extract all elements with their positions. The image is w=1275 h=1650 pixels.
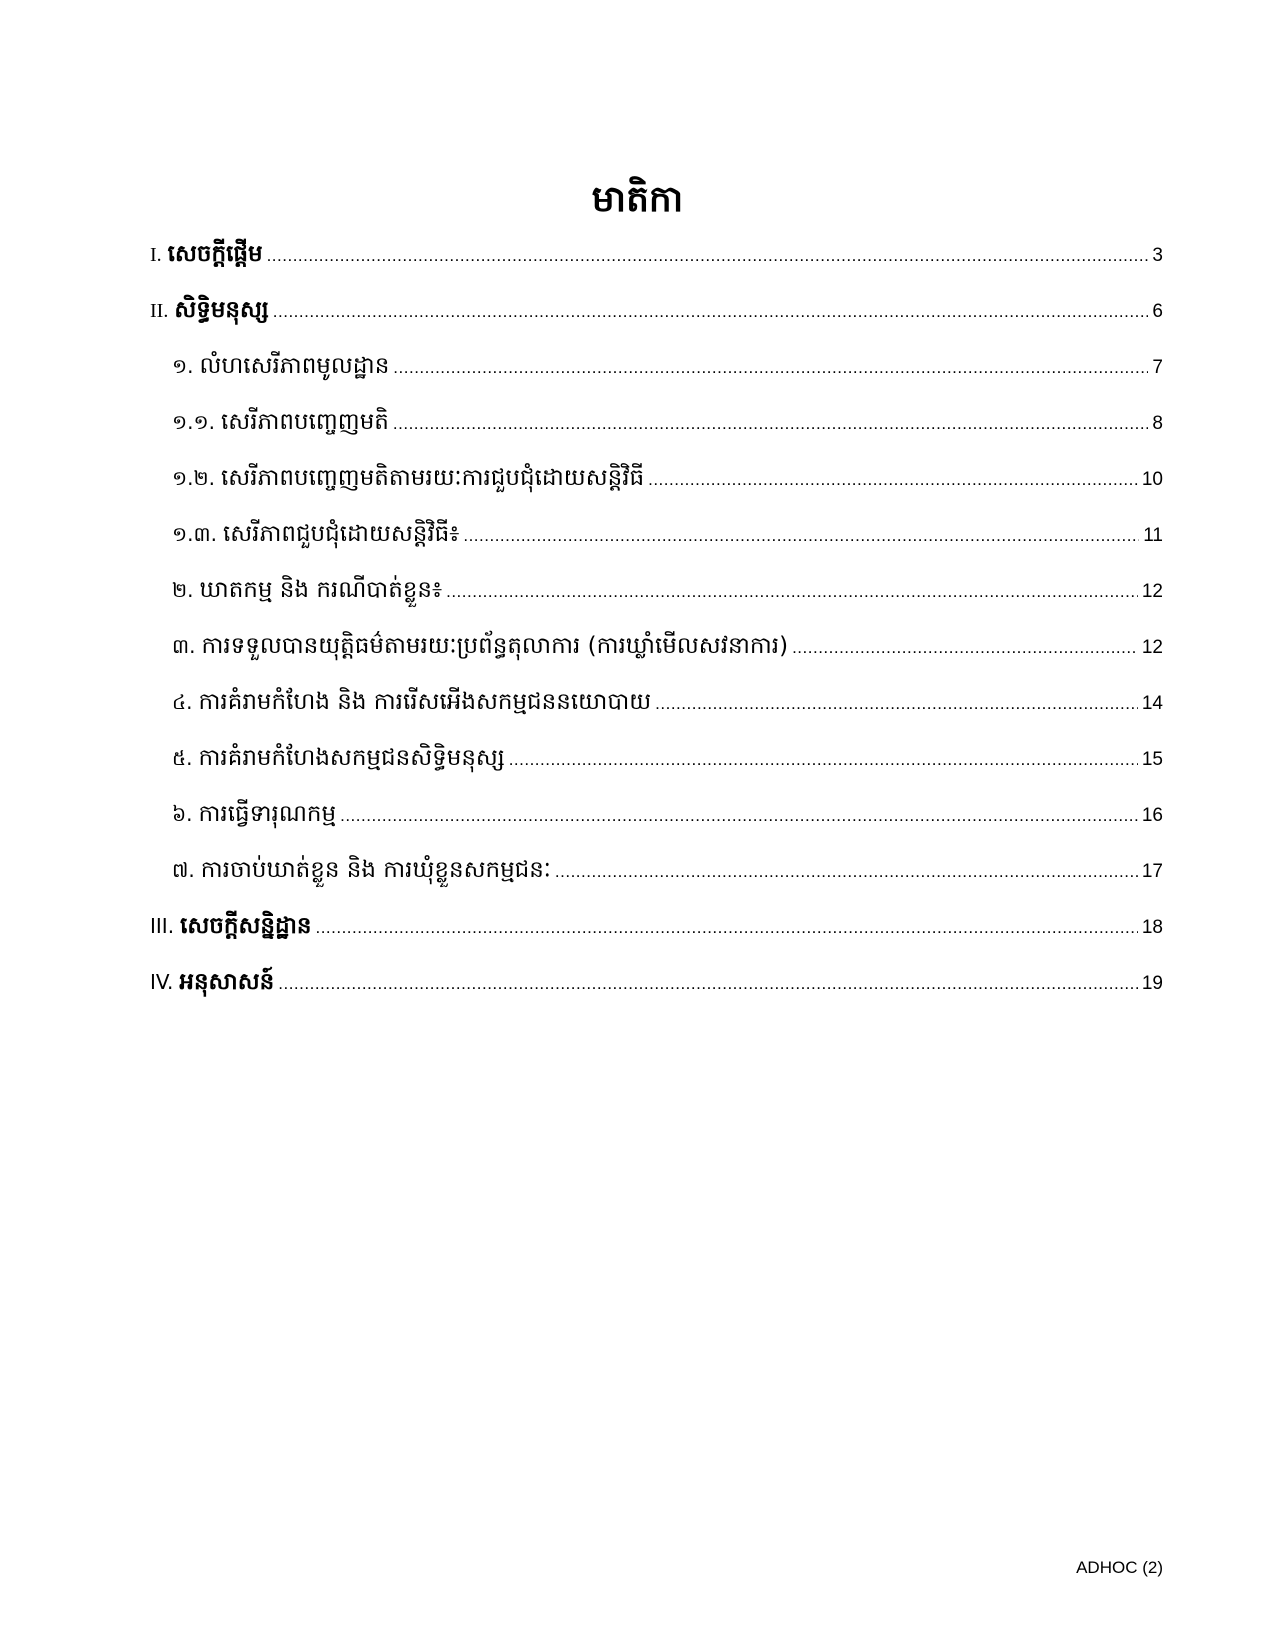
toc-entry-title: ការចាប់ឃាត់ខ្លួន និង ការឃុំខ្លួនសកម្មជនៈ: [200, 857, 551, 883]
toc-dot-leader: [792, 620, 1138, 676]
toc-entry-page: 12: [1141, 637, 1163, 658]
toc-dot-leader: [509, 732, 1138, 788]
toc-entry-title: សេរីភាពជួបជុំដោយសន្តិវិធី៖: [222, 521, 460, 547]
toc-dot-leader: [446, 564, 1138, 620]
toc-entry-number: ៤.: [172, 690, 193, 714]
toc-entry-number: III.: [150, 914, 175, 938]
toc-entry-page: 14: [1141, 693, 1163, 714]
toc-dot-leader: [393, 340, 1148, 396]
toc-entry-page: 3: [1152, 245, 1163, 266]
toc-entry-1[interactable]: [150, 226, 1163, 282]
toc-dot-leader: [555, 844, 1138, 900]
toc-dot-leader: [648, 452, 1138, 508]
toc-entry-title: លំហសេរីភាពមូលដ្ឋាន: [199, 353, 390, 379]
toc-entry-number: ១.១.: [172, 410, 215, 434]
toc-entry-title: ឃាតកម្ម និង ករណីបាត់ខ្លួន៖: [199, 577, 443, 603]
toc-entry-11[interactable]: [150, 786, 1163, 842]
toc-dot-leader: [267, 228, 1149, 284]
toc-dot-leader: [393, 396, 1149, 452]
toc-entry-14[interactable]: [150, 954, 1163, 1010]
toc-entry-title: ការធ្វើទារុណកម្ម: [198, 801, 337, 827]
toc-entry-title: សេរីភាពបញ្ចេញមតិ: [221, 409, 389, 435]
toc-entry-10[interactable]: [150, 730, 1163, 786]
toc-entry-title: អនុសាសន៍: [179, 969, 275, 995]
toc-entry-title: សេរីភាពបញ្ចេញមតិតាមរយៈការជួបជុំដោយសន្តិវិធី: [221, 465, 645, 491]
toc-entry-title: ការគំរាមកំហែង និង ការរើសអើងសកម្មជននយោបាយ: [198, 689, 652, 715]
toc-entry-title: ការគំរាមកំហែងសកម្មជនសិទ្ធិមនុស្ស: [198, 745, 505, 771]
toc-dot-leader: [655, 676, 1138, 732]
toc-entry-number: ១.២.: [172, 466, 215, 490]
toc-entry-2[interactable]: [150, 282, 1163, 338]
toc-entry-8[interactable]: [150, 618, 1163, 674]
toc-entry-number: ២.: [172, 578, 194, 602]
toc-entry-page: 17: [1141, 861, 1163, 882]
toc-entry-number: II.: [150, 300, 169, 322]
toc-dot-leader: [278, 956, 1138, 1012]
toc-entry-title: សិទ្ធិមនុស្ស: [174, 297, 269, 323]
toc-entry-title: ការទទួលបានយុត្តិធម៌តាមរយៈប្រព័ន្ធតុលាការ (ការឃ្លាំមើលសវនាការ): [201, 633, 789, 659]
toc-dot-leader: [273, 284, 1149, 340]
toc-entry-page: 19: [1141, 973, 1163, 994]
toc-dot-leader: [340, 788, 1138, 844]
toc-entry-12[interactable]: [150, 842, 1163, 898]
toc-entry-page: 12: [1141, 581, 1163, 602]
toc-entry-page: 7: [1152, 357, 1163, 378]
toc-entry-number: I.: [150, 244, 162, 266]
toc-entry-page: 8: [1152, 413, 1163, 434]
toc-entry-page: 15: [1141, 749, 1163, 770]
toc-entry-page: 11: [1143, 525, 1163, 546]
toc-entry-3[interactable]: [150, 338, 1163, 394]
toc-entry-number: ៣.: [172, 634, 196, 658]
toc-entry-9[interactable]: [150, 674, 1163, 730]
toc-entry-4[interactable]: [150, 394, 1163, 450]
toc-entry-page: 18: [1141, 917, 1163, 938]
toc-entry-6[interactable]: [150, 506, 1163, 562]
toc-entry-5[interactable]: [150, 450, 1163, 506]
toc-entry-page: 16: [1141, 805, 1163, 826]
toc-entry-number: IV.: [150, 970, 174, 994]
toc-entry-page: 6: [1152, 301, 1163, 322]
toc-entry-title: សេចក្តីផ្តើម: [167, 241, 263, 267]
toc-dot-leader: [463, 508, 1139, 564]
toc-entry-number: ១.: [172, 354, 194, 378]
toc-entry-7[interactable]: [150, 562, 1163, 618]
toc-dot-leader: [315, 900, 1137, 956]
toc-entry-number: ១.៣.: [172, 522, 217, 546]
page-footer: ADHOC (2): [1076, 1558, 1163, 1577]
toc-entry-number: ៥.: [172, 746, 193, 770]
toc-entry-number: ៧.: [172, 858, 195, 882]
page-title: មាតិកា: [591, 179, 684, 220]
table-of-contents: [150, 226, 1163, 1010]
toc-entry-13[interactable]: [150, 898, 1163, 954]
toc-entry-page: 10: [1141, 469, 1163, 490]
toc-entry-number: ៦.: [172, 802, 193, 826]
toc-entry-title: សេចក្តីសន្និដ្ឋាន: [180, 913, 312, 939]
